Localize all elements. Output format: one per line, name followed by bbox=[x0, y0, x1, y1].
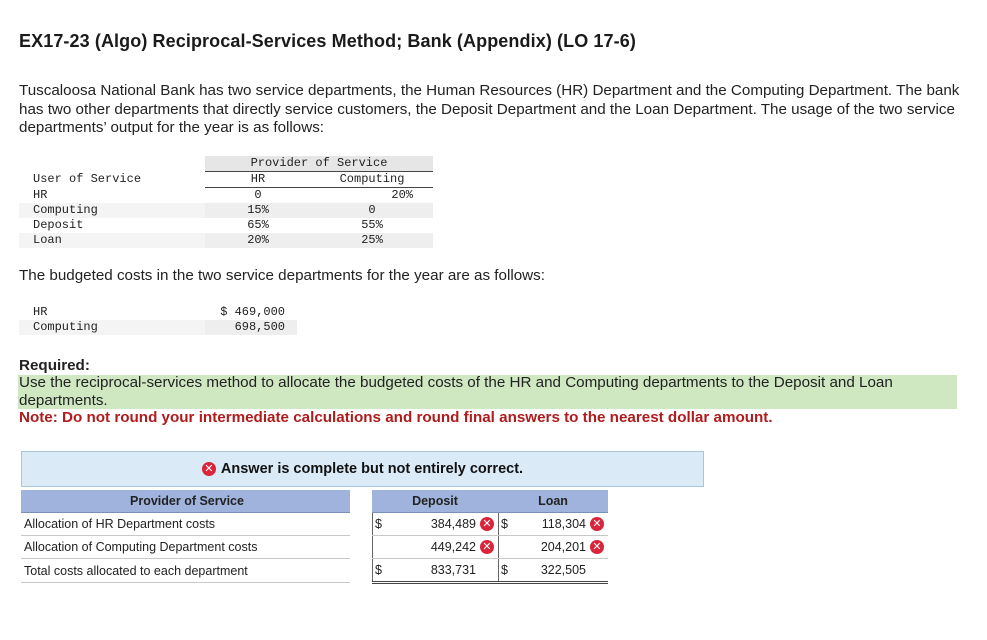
row-label: Allocation of Computing Department costs bbox=[21, 536, 350, 559]
deposit-total-value: 833,731 bbox=[430, 563, 476, 577]
x-circle-icon: ✕ bbox=[590, 540, 604, 554]
intro-paragraph: Tuscaloosa National Bank has two service departments, the Human Resources (HR) Department and the Computing Department. The bank has two other departments that directly service customers, the Deposit Department and the Loan Department. The usage of the two service departments’ output for the year is as follows: bbox=[19, 82, 960, 136]
currency-symbol: $ bbox=[372, 559, 387, 581]
answer-status-text: Answer is complete but not entirely correct. bbox=[220, 461, 524, 477]
deposit-computing-input[interactable]: 449,242 bbox=[430, 540, 476, 554]
budget-sentence: The budgeted costs in the two service departments for the year are as follows: bbox=[19, 267, 545, 284]
col-computing-header: Computing bbox=[311, 172, 433, 188]
budget-row: Computing 698,500 bbox=[19, 320, 297, 335]
provider-of-service-col-header: Provider of Service bbox=[21, 490, 350, 513]
table-row bbox=[21, 536, 608, 559]
x-circle-icon: ✕ bbox=[480, 540, 494, 554]
provider-of-service-header: Provider of Service bbox=[205, 156, 433, 172]
page-title: EX17-23 (Algo) Reciprocal-Services Method; Bank (Appendix) (LO 17-6) bbox=[19, 31, 636, 51]
x-circle-icon: ✕ bbox=[590, 517, 604, 531]
usage-row: Loan 20% 25% bbox=[19, 233, 433, 248]
usage-table bbox=[19, 156, 433, 248]
deposit-col-header: Deposit bbox=[372, 490, 498, 513]
currency-symbol: $ bbox=[372, 513, 387, 535]
table-row bbox=[21, 559, 608, 583]
answer-status-banner bbox=[21, 451, 704, 487]
row-label: Allocation of HR Department costs bbox=[21, 513, 350, 536]
loan-col-header: Loan bbox=[498, 490, 608, 513]
deposit-hr-input[interactable]: 384,489 bbox=[430, 517, 476, 531]
table-row bbox=[21, 513, 608, 536]
usage-row: Deposit 65% 55% bbox=[33, 218, 383, 232]
usage-row: HR 0 20% bbox=[33, 187, 413, 202]
x-circle-icon: ✕ bbox=[202, 462, 216, 476]
answer-table bbox=[21, 490, 608, 584]
usage-row: Computing 15% 0 bbox=[19, 203, 433, 218]
col-hr-header: HR bbox=[205, 172, 311, 188]
budget-row: HR $ 469,000 bbox=[33, 305, 285, 319]
loan-computing-input[interactable]: 204,201 bbox=[540, 540, 586, 554]
x-circle-icon: ✕ bbox=[480, 517, 494, 531]
currency-symbol: $ bbox=[498, 513, 513, 535]
rounding-note: Note: Do not round your intermediate calculations and round final answers to the nearest dollar amount. bbox=[19, 409, 773, 426]
required-label: Required: bbox=[19, 357, 90, 374]
currency-symbol: $ bbox=[498, 559, 513, 581]
loan-total-value: 322,505 bbox=[540, 563, 586, 577]
currency-symbol bbox=[372, 536, 387, 558]
user-of-service-header: User of Service bbox=[19, 172, 205, 188]
loan-hr-input[interactable]: 118,304 bbox=[541, 517, 586, 531]
row-label: Total costs allocated to each department bbox=[21, 559, 350, 583]
currency-symbol bbox=[498, 536, 513, 558]
required-text: Use the reciprocal-services method to allocate the budgeted costs of the HR and Computing departments to the Deposit and Loan departments. bbox=[19, 374, 893, 409]
budget-table bbox=[19, 305, 297, 335]
